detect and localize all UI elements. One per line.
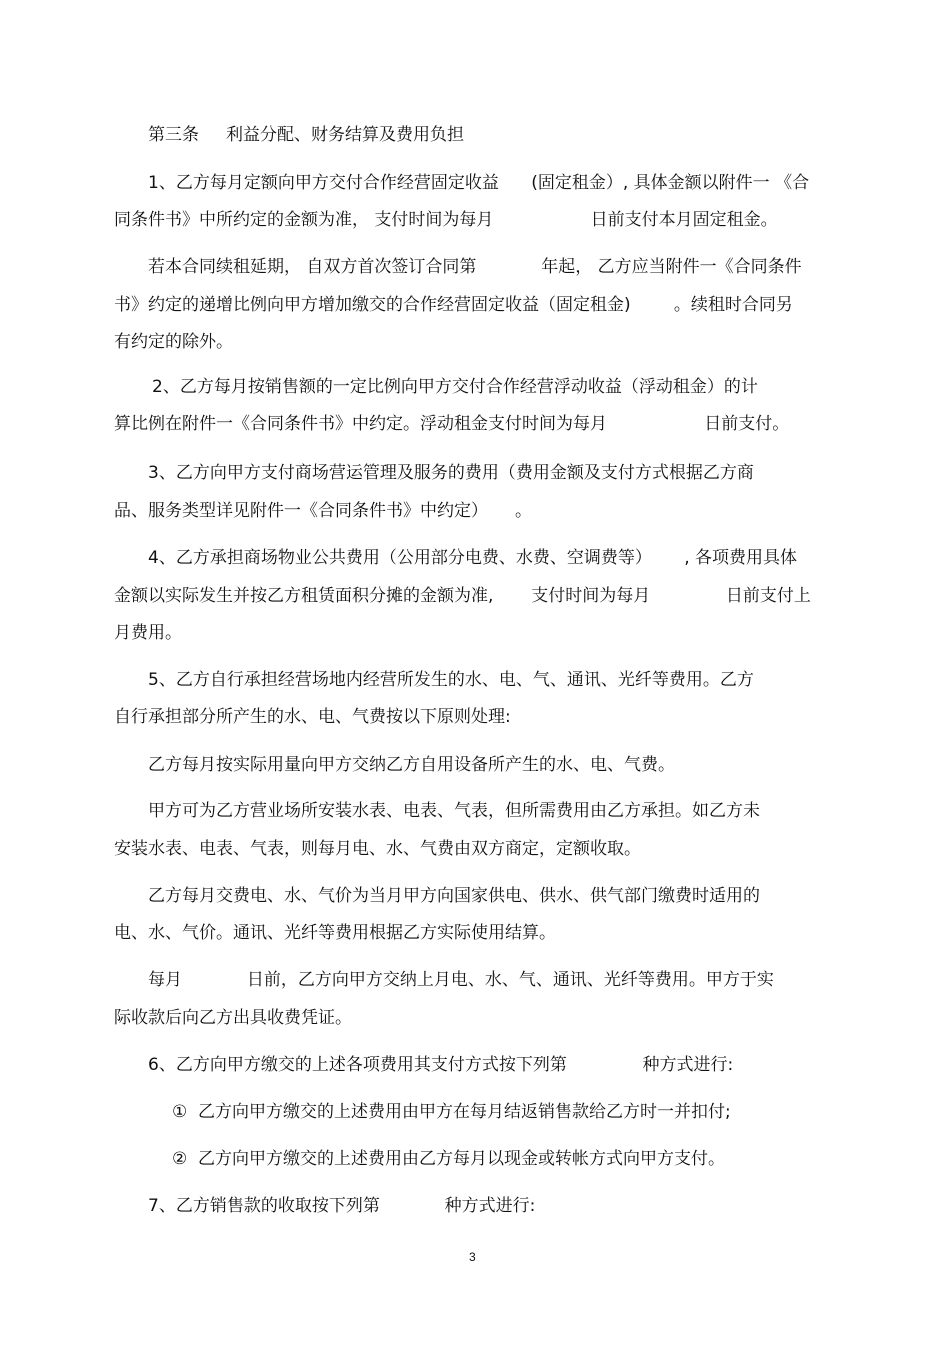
paragraph-line: 乙方每月交费电、水、气价为当月甲方向国家供电、供水、供气部门缴费时适用的 xyxy=(148,886,760,906)
paragraph-line: 算比例在附件一《合同条件书》中约定。浮动租金支付时间为每月 日前支付。 xyxy=(114,414,790,434)
paragraph-line: 安装水表、电表、气表，则每月电、水、气费由双方商定，定额收取。 xyxy=(114,839,641,859)
paragraph-line: 1、乙方每月定额向甲方交付合作经营固定收益 (固定租金）, 具体金额以附件一 《合 xyxy=(148,173,810,193)
paragraph-line: 甲方可为乙方营业场所安装水表、电表、气表，但所需费用由乙方承担。如乙方未 xyxy=(148,801,760,821)
list-item: ① 乙方向甲方缴交的上述费用由甲方在每月结返销售款给乙方时一并扣付; xyxy=(172,1102,731,1122)
paragraph-line: 电、水、气价。通讯、光纤等费用根据乙方实际使用结算。 xyxy=(114,923,556,943)
paragraph-line: 际收款后向乙方出具收费凭证。 xyxy=(114,1008,352,1028)
page-number: 3 xyxy=(469,1250,476,1264)
paragraph-line: 7、乙方销售款的收取按下列第 种方式进行: xyxy=(148,1196,536,1216)
paragraph-line: 自行承担部分所产生的水、电、气费按以下原则处理: xyxy=(114,707,511,727)
paragraph-line: 同条件书》中所约定的金额为准， 支付时间为每月 日前支付本月固定租金。 xyxy=(114,210,778,230)
list-item: ② 乙方向甲方缴交的上述费用由乙方每月以现金或转帐方式向甲方支付。 xyxy=(172,1149,726,1169)
paragraph-line: 每月 日前，乙方向甲方交纳上月电、水、气、通讯、光纤等费用。甲方于实 xyxy=(148,970,774,990)
paragraph-line: 5、乙方自行承担经营场地内经营所发生的水、电、气、通讯、光纤等费用。乙方 xyxy=(148,670,754,690)
paragraph-line: 书》约定的递增比例向甲方增加缴交的合作经营固定收益（固定租金) 。续租时合同另 xyxy=(114,295,793,315)
section-heading: 第三条 利益分配、财务结算及费用负担 xyxy=(148,125,465,145)
paragraph-line: 品、服务类型详见附件一《合同条件书》中约定） 。 xyxy=(114,501,533,521)
paragraph-line: 金额以实际发生并按乙方租赁面积分摊的金额为准, 支付时间为每月 日前支付上 xyxy=(114,586,811,606)
paragraph-line: 乙方每月按实际用量向甲方交纳乙方自用设备所产生的水、电、气费。 xyxy=(148,755,675,775)
paragraph-line: 若本合同续租延期， 自双方首次签订合同第 年起， 乙方应当附件一《合同条件 xyxy=(148,257,802,277)
paragraph-line: 2、乙方每月按销售额的一定比例向甲方交付合作经营浮动收益（浮动租金）的计 xyxy=(152,377,758,397)
paragraph-line: 3、乙方向甲方支付商场营运管理及服务的费用（费用金额及支付方式根据乙方商 xyxy=(148,463,754,483)
paragraph-line: 6、乙方向甲方缴交的上述各项费用其支付方式按下列第 种方式进行: xyxy=(148,1055,734,1075)
paragraph-line: 有约定的除外。 xyxy=(114,332,233,352)
paragraph-line: 月费用。 xyxy=(114,623,182,643)
paragraph-line: 4、乙方承担商场物业公共费用（公用部分电费、水费、空调费等） , 各项费用具体 xyxy=(148,548,798,568)
